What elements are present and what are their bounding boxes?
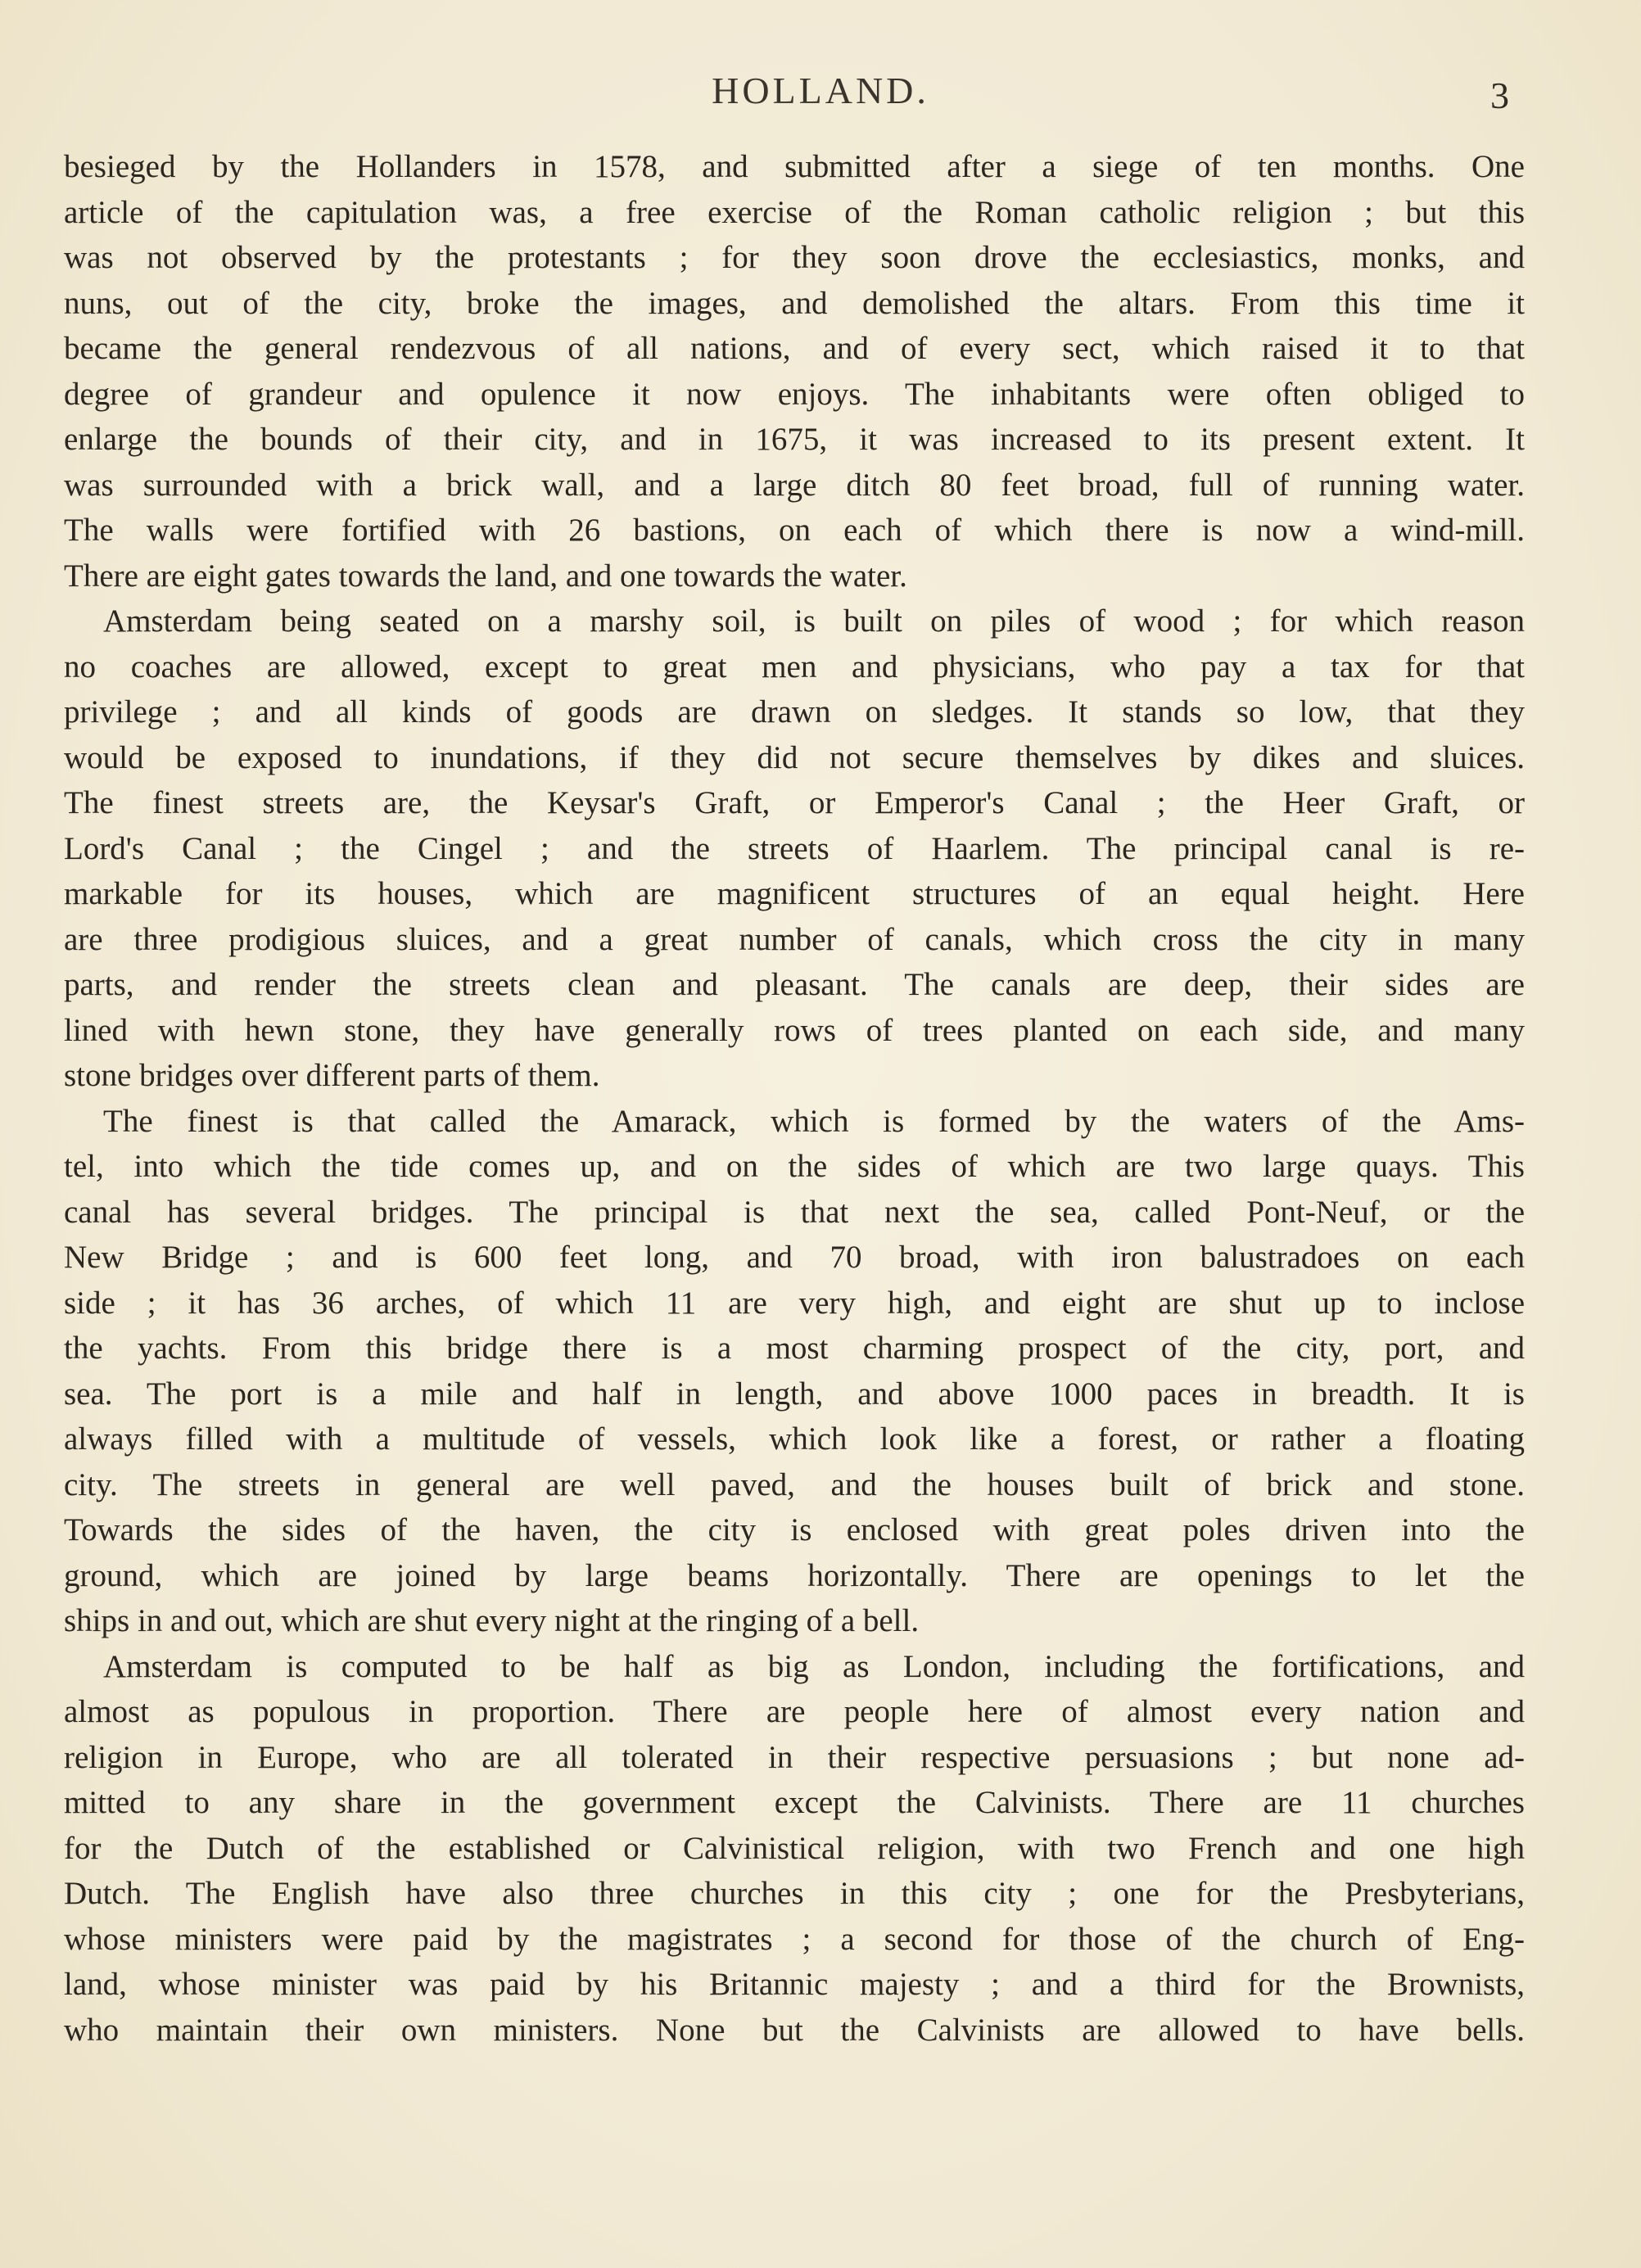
text-line: no coaches are allowed, except to great men and physicians, who pay a tax for that [64, 648, 1525, 684]
text-line: Amsterdam being seated on a marshy soil, is built on piles of wood ; for which reason [103, 603, 1525, 639]
text-line: city. The streets in general are well paved, and the houses built of brick and stone. [64, 1466, 1525, 1502]
text-line: Dutch. The English have also three churches in this city ; one for the Presbyterians, [64, 1876, 1525, 1911]
text-line: almost as populous in proportion. There are people here of almost every nation and [64, 1694, 1525, 1729]
paragraph-1 [64, 144, 1525, 599]
text-line: who maintain their own ministers. None but the Calvinists are allowed to have bells. [64, 2012, 1525, 2048]
text-line: land, whose minister was paid by his Britannic majesty ; and a third for the Brownists, [64, 1967, 1525, 2002]
text-line: There are eight gates towards the land, and one towards the water. [64, 558, 907, 594]
text-line: tel, into which the tide comes up, and on the sides of which are two large quays. This [64, 1149, 1525, 1184]
text-line: sea. The port is a mile and half in length, and above 1000 paces in breadth. It is [64, 1376, 1525, 1412]
text-line: was surrounded with a brick wall, and a large ditch 80 feet broad, full of running water. [64, 467, 1525, 503]
paragraph-2 [64, 599, 1525, 1099]
page-number: 3 [1490, 75, 1509, 116]
text-line: mitted to any share in the government except the Calvinists. There are 11 churches [64, 1785, 1525, 1820]
text-line: nuns, out of the city, broke the images, and demolished the altars. From this time it [64, 285, 1525, 321]
text-line: markable for its houses, which are magnificent structures of an equal height. Here [64, 876, 1525, 911]
text-line: canal has several bridges. The principal is that next the sea, called Pont-Neuf, or the [64, 1194, 1525, 1230]
text-line: degree of grandeur and opulence it now enjoys. The inhabitants were often obliged to [64, 376, 1525, 412]
text-line: religion in Europe, who are all tolerated in their respective persuasions ; but none ad- [64, 1739, 1525, 1775]
text-line: whose ministers were paid by the magistrates ; a second for those of the church of Eng- [64, 1921, 1525, 1957]
text-line: became the general rendezvous of all nations, and of every sect, which raised it to that [64, 331, 1525, 366]
text-line: Amsterdam is computed to be half as big as London, including the fortifications, and [103, 1648, 1525, 1684]
text-line: always filled with a multitude of vessels, which look like a forest, or rather a floating [64, 1421, 1525, 1457]
text-line: besieged by the Hollanders in 1578, and submitted after a siege of ten months. One [64, 149, 1525, 184]
text-line: are three prodigious sluices, and a great number of canals, which cross the city in many [64, 921, 1525, 957]
text-line: the yachts. From this bridge there is a most charming prospect of the city, port, and [64, 1331, 1525, 1366]
text-line: privilege ; and all kinds of goods are drawn on sledges. It stands so low, that they [64, 694, 1525, 730]
text-line: Lord's Canal ; the Cingel ; and the streets of Haarlem. The principal canal is re- [64, 830, 1525, 866]
paragraph-4 [64, 1644, 1525, 2053]
text-line: lined with hewn stone, they have generally rows of trees planted on each side, and many [64, 1012, 1525, 1048]
text-line: enlarge the bounds of their city, and in 1675, it was increased to its present extent. It [64, 422, 1525, 457]
body-text [64, 144, 1525, 2053]
text-line: was not observed by the protestants ; for they soon drove the ecclesiastics, monks, and [64, 240, 1525, 275]
text-line: article of the capitulation was, a free exercise of the Roman catholic religion ; but this [64, 194, 1525, 230]
text-line: for the Dutch of the established or Calvinistical religion, with two French and one high [64, 1830, 1525, 1866]
text-line: stone bridges over different parts of them. [64, 1058, 600, 1093]
text-line: New Bridge ; and is 600 feet long, and 70 broad, with iron balustradoes on each [64, 1240, 1525, 1275]
text-line: The finest is that called the Amarack, which is formed by the waters of the Ams- [103, 1103, 1525, 1139]
running-head-title: HOLLAND. [712, 70, 929, 111]
text-line: ships in and out, which are shut every night at the ringing of a bell. [64, 1603, 920, 1638]
text-line: parts, and render the streets clean and pleasant. The canals are deep, their sides are [64, 967, 1525, 1002]
text-line: side ; it has 36 arches, of which 11 are very high, and eight are shut up to inclose [64, 1285, 1525, 1321]
text-line: The walls were fortified with 26 bastions, on each of which there is now a wind-mill. [64, 513, 1525, 548]
paragraph-3 [64, 1099, 1525, 1644]
text-line: would be exposed to inundations, if they did not secure themselves by dikes and sluices. [64, 739, 1525, 775]
text-line: ground, which are joined by large beams horizontally. There are openings to let the [64, 1557, 1525, 1593]
text-line: Towards the sides of the haven, the city is enclosed with great poles driven into the [64, 1512, 1525, 1547]
text-line: The finest streets are, the Keysar's Graft, or Emperor's Canal ; the Heer Graft, or [64, 785, 1525, 820]
